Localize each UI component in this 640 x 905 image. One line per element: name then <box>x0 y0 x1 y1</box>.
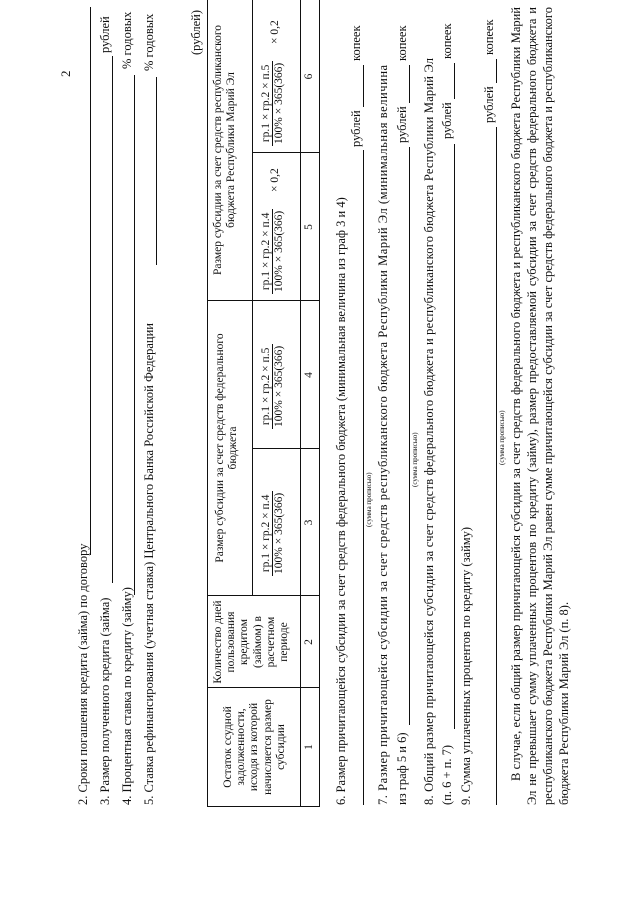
item-9-kop-line <box>496 59 497 83</box>
col-number-5: 5 <box>303 224 315 230</box>
col1-header: Остаток ссудной задолженности, исходя из которой начисляется размер субсидии <box>222 699 287 795</box>
item-7-caption: (сумма прописью) <box>411 432 419 487</box>
item-2-fill-line <box>90 7 91 555</box>
formula-col6-multiplier: × 0,2 <box>269 20 281 44</box>
item-6-kop-line <box>363 65 364 107</box>
formula-col5-multiplier: × 0,2 <box>269 168 281 192</box>
item-6-label: 6. Размер причитающейся субсидии за счет средств федерального бюджета (минимальная величина из граф 3 и 4) <box>334 197 348 805</box>
item-8-kop: копеек <box>440 23 454 59</box>
item-9-fill-line <box>496 127 497 805</box>
item-7-kop: копеек <box>395 25 409 61</box>
table-unit: (рублей) <box>189 9 203 55</box>
item-8-kop-line <box>454 63 455 99</box>
item-7-fill-line <box>409 147 410 725</box>
item-5-unit: % годовых <box>142 13 156 71</box>
col-number-4: 4 <box>303 372 315 378</box>
formula-col5: гр.1 × гр.2 × п.4 100% × 365(366) <box>260 210 285 292</box>
formula-col6: гр.1 × гр.2 × п.5 100% × 365(366) <box>260 62 285 144</box>
page-number: 2 <box>58 70 73 77</box>
item-9-rub: рублей <box>482 86 496 123</box>
col-number-3: 3 <box>303 519 315 526</box>
item-4-fill-line <box>134 75 135 595</box>
col-number-6: 6 <box>303 73 315 80</box>
formula-col3: гр.1 × гр.2 × п.4 100% × 365(366) <box>260 492 285 574</box>
item-4-label: 4. Процентная ставка по кредиту (займу) <box>120 587 134 805</box>
conclusion-paragraph: В случае, если общий размер причитающейся субсидии за счет средств федерального бюджета и республиканского бюджета Республики Марий Эл не превышает сумму уплаченных процентов по кредиту (займу), размер предоставляемой субсидии за счет средств федерального бюджета и республиканского бюджета Республики Марий Эл равен сумме причитающейся субсидии за счет средств федерального бюджета и республиканского бюджета Республики Марий Эл (п. 8). <box>509 7 571 805</box>
item-8-label-line1: 8. Общий размер причитающейся субсидии за счет средств федерального бюджета и республиканского бюджета Республики Марий Эл <box>422 57 436 805</box>
item-2-label: 2. Сроки погашения кредита (займа) по договору <box>76 543 90 805</box>
item-8-label-line2: (п. 6 + п. 7) <box>440 744 454 805</box>
item-3-fill-line <box>112 56 113 583</box>
item-9-kop: копеек <box>482 19 496 55</box>
item-7-label-line2: из граф 5 и 6) <box>395 732 409 805</box>
item-6-rub: рублей <box>349 110 363 147</box>
col-number-2: 2 <box>303 639 315 645</box>
item-3-unit: рублей <box>98 16 112 53</box>
federal-header: Размер субсидии за счет средств федерального бюджета <box>214 333 240 563</box>
item-7-kop-line <box>409 65 410 103</box>
item-9-caption: (сумма прописью) <box>498 410 506 465</box>
republic-header: Размер субсидии за счет средств республиканского бюджета Республики Марий Эл <box>212 24 238 276</box>
col2-header: Количество дней пользования кредитом (займом) в расчетном периоде <box>212 600 291 684</box>
item-4-unit: % годовых <box>120 11 134 69</box>
item-7-rub: рублей <box>395 106 409 143</box>
subsidy-table <box>207 0 320 807</box>
item-5-fill-line <box>156 77 157 265</box>
item-8-fill-line <box>454 144 455 729</box>
item-7-label-line1: 7. Размер причитающейся субсидии за счет средств республиканского бюджета Республики Марий Эл (минимальная величина <box>376 64 390 805</box>
item-6-kop: копеек <box>349 25 363 61</box>
item-5-label: 5. Ставка рефинансирования (учетная ставка) Центрального Банка Российской Федерации <box>142 323 156 805</box>
item-3-label: 3. Размер полученного кредита (займа) <box>98 597 112 805</box>
item-6-caption: (сумма прописью) <box>365 472 373 527</box>
item-9-label: 9. Сумма уплаченных процентов по кредиту (займу) <box>459 526 473 805</box>
col-number-1: 1 <box>303 744 315 750</box>
item-8-rub: рублей <box>440 102 454 139</box>
item-6-fill-line <box>363 150 364 805</box>
formula-col4: гр.1 × гр.2 × п.5 100% × 365(366) <box>260 345 285 427</box>
